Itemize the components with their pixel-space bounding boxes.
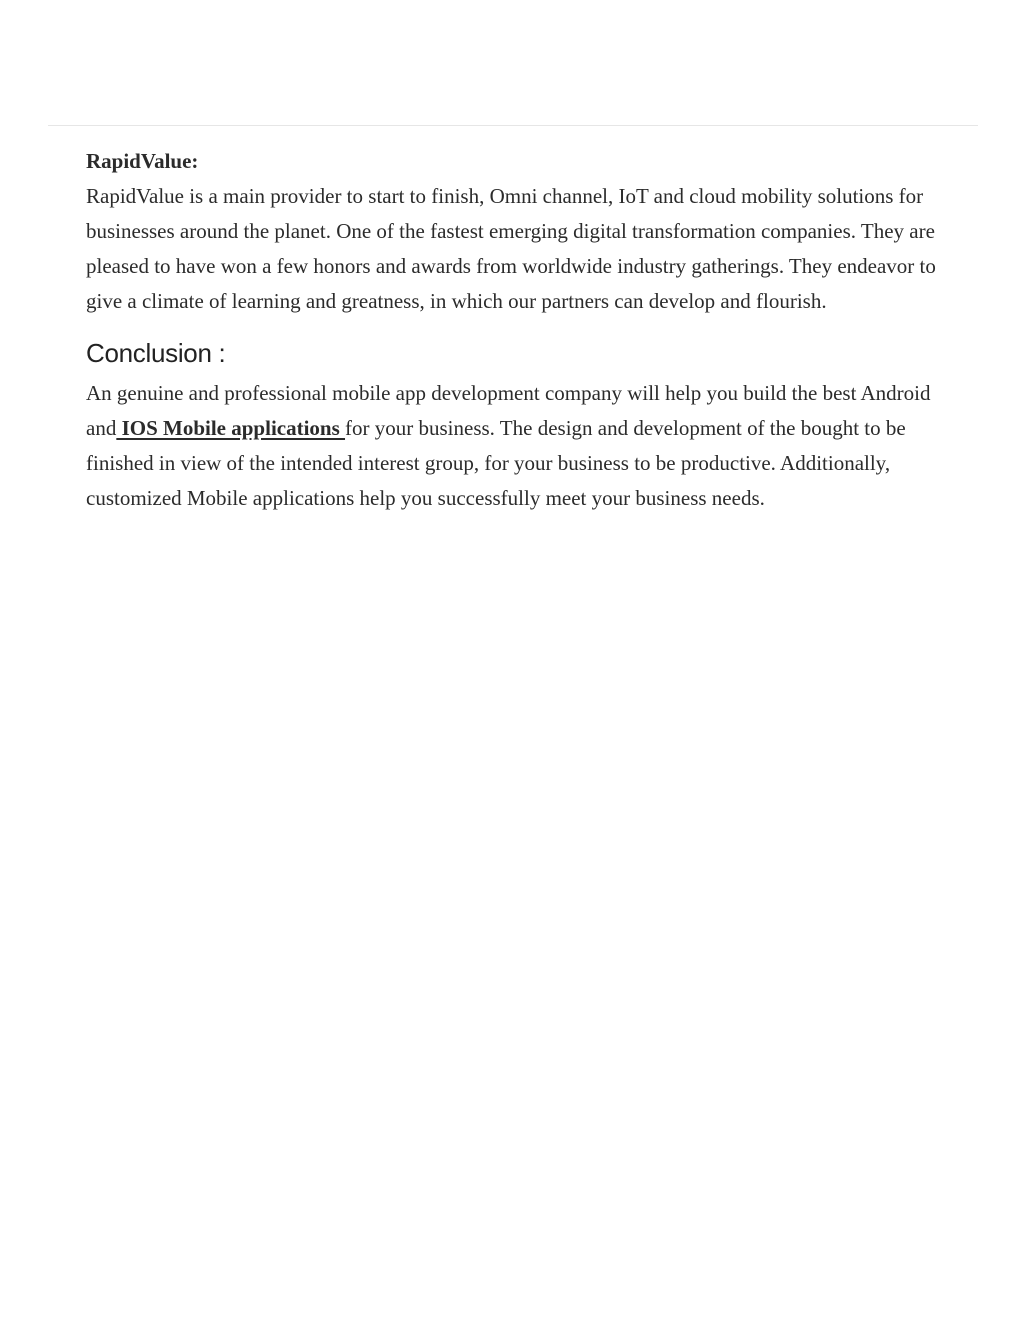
- conclusion-heading: Conclusion :: [86, 338, 226, 368]
- article-body: [86, 144, 946, 516]
- conclusion-paragraph: [86, 376, 946, 516]
- ios-mobile-applications-link[interactable]: IOS Mobile applications: [116, 416, 346, 440]
- top-divider: [48, 125, 978, 126]
- company-description: RapidValue is a main provider to start to finish, Omni channel, IoT and cloud mobility solutions for businesses around the planet. One of the fastest emerging digital transformation companies. They are pleased to have won a few honors and awards from worldwide industry gatherings. They endeavor to give a climate of learning and greatness, in which our partners can develop and flourish.: [86, 184, 936, 313]
- conclusion-text-end: for your business. The design and development of the bought to be finished in view of the intended interest group, for your business to be productive. Additionally, customized Mobile applications help you successfully meet your business needs.: [86, 416, 906, 510]
- company-name: RapidValue:: [86, 149, 199, 173]
- conclusion-text-start: An genuine and professional mobile app development company will help you build the best Android and: [86, 381, 931, 440]
